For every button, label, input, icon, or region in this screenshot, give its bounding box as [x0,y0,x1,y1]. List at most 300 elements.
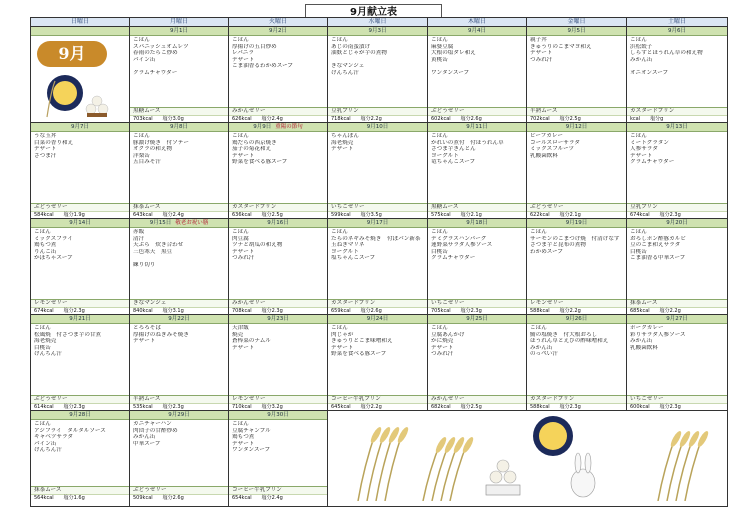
dish-item: 油麩とじゃが芋の煮物 [331,50,387,57]
day-content [130,123,228,218]
date-text: 9月3日 [368,28,387,34]
dish-item: コールスローサラダ [530,139,581,146]
kcal-value: 718kcal [331,116,351,122]
dish-item [431,63,523,70]
dish-list [627,324,727,351]
date-text: 9月13日 [666,124,688,130]
day-footer [527,299,626,314]
dish-item: 蒼棒菜のナムル [232,338,271,345]
date-text: 9月20日 [666,220,688,226]
day-content [130,411,228,501]
date-text: 9月29日 [168,412,190,418]
dish-item: ごはん [34,325,51,331]
kcal-value: kcal [630,116,641,122]
dish-item: ごはん [331,325,348,331]
event-label: 重陽の節句 [275,124,303,130]
salt-value: 塩分2.6g [360,308,382,314]
day-content [229,123,327,218]
nutrition-line [627,308,727,314]
nutrition-line [130,404,228,410]
kcal-value: 645kcal [331,404,351,410]
day-content [31,123,129,218]
date-text: 9月8日 [170,124,188,130]
salt-value: 塩分2.2g [360,116,382,122]
kcal-value: 509kcal [133,495,153,501]
kcal-value: 614kcal [34,404,54,410]
nutrition-line [627,212,727,218]
dessert-label: カスタードプリン [229,204,327,212]
dish-item: ごはん [630,133,647,139]
day-footer [130,395,228,410]
dessert-label: ぶどうゼリー [130,487,228,495]
day-footer [229,107,327,122]
dish-item: 豆のごま和えサラダ [630,242,681,249]
dish-item: 浜松餃子 [630,43,653,50]
day-cell-tue [229,219,328,315]
dish-list [130,420,228,447]
kcal-value: 708kcal [232,308,252,314]
dish-item: ごはん [431,229,448,235]
nutrition-line [229,404,327,410]
date-text: 9月6日 [668,28,686,34]
day-footer [31,299,129,314]
dish-item: ちゃんぽん [331,133,359,139]
dish-list [130,324,228,345]
dessert-label: カスタードプリン [627,108,727,116]
date-text: 9月25日 [466,316,488,322]
date-label [627,123,727,132]
date-label [428,27,526,36]
dish-list [428,36,526,77]
dish-item: 大根の塩ダレ和え [431,50,476,57]
day-content [627,27,727,122]
salt-value: 塩分3.1g [162,308,184,314]
date-label [31,411,129,420]
kcal-value: 575kcal [431,212,451,218]
salt-value: 塩分2.5g [261,212,283,218]
date-text: 9月18日 [466,220,488,226]
dish-item [630,63,724,70]
salt-value: 塩分3.5g [360,212,382,218]
dish-item: かに焼売 [431,338,454,345]
dish-item: 白桃缶 [431,248,448,255]
dish-item: さつま芋きんとん [431,146,476,153]
dish-item: 鯖の塩焼き 付大根おろし [530,331,598,338]
day-footer [130,107,228,122]
day-cell-sat [627,315,728,411]
date-text: 9月12日 [565,124,588,130]
dish-item: デザート [232,440,255,447]
day-content [229,219,327,314]
dish-item: 赤飯 [133,229,145,235]
salt-value: 塩分2.6g [460,116,482,122]
dish-list [31,228,129,262]
kcal-value: 705kcal [431,308,451,314]
dessert-label: 黒糖ムース [428,204,526,212]
day-cell-mon [130,315,229,411]
dish-list [428,132,526,166]
date-label [229,411,327,420]
day-footer [229,299,327,314]
dessert-label: 抹茶ムース [130,204,228,212]
kcal-value: 584kcal [34,212,54,218]
weekday-mon: 月曜日 [130,18,229,27]
date-label [627,27,727,36]
date-label [328,219,427,228]
dish-item: ワンタンスープ [431,69,470,76]
dish-item [133,255,225,262]
day-content [428,27,526,122]
day-cell-sun [31,27,130,123]
nutrition-line [527,116,626,122]
dish-item: 彩りサラダ人参ソース [630,331,686,338]
nutrition-line [428,404,526,410]
nutrition-line [328,116,427,122]
nutrition-line [328,308,427,314]
dish-item: ごはん [630,37,647,43]
dish-list [527,228,626,255]
dish-list [31,132,129,159]
day-content [130,27,228,122]
kcal-value: 654kcal [232,495,252,501]
dessert-label: 抹茶ムース [627,300,727,308]
salt-value: 塩分2.5g [460,404,482,410]
dish-item: ごま油香るわかめスープ [232,63,293,70]
dessert-label: コーヒー牛乳プリン [229,487,327,495]
day-cell-fri [527,27,627,123]
month-badge: 9月 [37,41,107,67]
kcal-value: 840kcal [133,308,153,314]
dish-item: ヨーグルト [331,248,359,255]
nutrition-line [627,116,727,122]
day-cell-tue [229,123,328,219]
nutrition-line [328,212,427,218]
nutrition-line [428,308,526,314]
dish-item: 鶏だらの西京焼き [232,139,277,146]
dish-item: おろしポン酢豚カルビ [630,235,686,242]
day-footer [328,299,427,314]
day-cell-mon [130,123,229,219]
dish-item: 乳酸菌飲料 [630,344,658,351]
day-footer [627,395,727,410]
dessert-label: レモンゼリー [229,396,327,404]
dish-item: みかん缶 [530,344,553,351]
dish-item: 鶏もつ煮 [34,242,57,249]
salt-value: 塩分2.3g [659,404,681,410]
date-text: 9月10日 [366,124,389,130]
salt-value: 塩分2.2g [559,308,581,314]
dish-item: 清汁 [133,235,145,242]
nutrition-line [31,404,129,410]
dish-item: 野菜を食べる豚スープ [232,159,288,166]
date-text: 9月28日 [69,412,91,418]
dish-item: 練り切り [133,261,156,268]
date-label [31,27,129,36]
kcal-value: 685kcal [630,308,650,314]
dish-item: デザート [431,344,454,351]
day-content [130,315,228,410]
dish-item: 五目みそ汁 [133,159,161,166]
dish-item: ごはん [34,229,51,235]
salt-value: 塩分1.6g [63,495,85,501]
date-label [229,315,327,324]
dish-item: みかん缶 [133,434,156,441]
date-text: 9月16日 [267,220,289,226]
nutrition-line [627,404,727,410]
dish-item: ミックスフルーツ [530,146,575,153]
day-content [328,315,427,410]
dish-list [527,36,626,63]
dish-list [428,324,526,358]
day-content [130,219,228,314]
date-text: 9月1日 [170,28,188,34]
kcal-value: 674kcal [630,212,650,218]
dish-item: 白桃缶 [34,344,51,351]
day-content [31,315,129,410]
day-content [527,123,626,218]
day-footer [527,107,626,122]
dish-list [229,132,327,166]
nutrition-line [229,116,327,122]
dish-item: ごはん [34,421,51,427]
dish-item: 春雨のたらこ炒め [133,50,178,57]
day-footer [627,107,727,122]
dish-item: あじの南蛮漬け [331,43,371,50]
dish-item: パイン缶 [133,56,156,63]
dish-item: きなマンジェ [331,63,365,70]
day-cell-thu [428,219,527,315]
week-row [31,219,728,315]
day-cell-tue [229,411,328,507]
dish-item: パイン缶 [34,440,57,447]
kcal-value: 682kcal [431,404,451,410]
salt-value: 塩分2.4g [162,212,184,218]
dish-item: 洋梨缶 [133,152,150,159]
dessert-label: 豆乳プリン [328,108,427,116]
dish-item: 豚濃け焼き 付ソテー [133,139,189,146]
date-label [229,123,327,132]
dish-item: つみれ汁 [431,351,454,358]
day-content [31,27,129,122]
nutrition-line [229,495,327,501]
dish-item: スパニッシュオムレツ [133,43,189,50]
dish-list [627,132,727,166]
day-content [627,123,727,218]
day-footer [527,203,626,218]
dish-item: ごはん [331,37,348,43]
day-cell-sat [627,219,728,315]
dish-item: ごはん [232,37,249,43]
day-cell-wed [328,315,428,411]
dish-item: カニチャーハン [133,421,172,427]
dish-item: 麻婆豆腐 [431,43,454,50]
dessert-label: ぶどうゼリー [31,396,129,404]
kcal-value: 674kcal [34,308,54,314]
day-footer [130,203,228,218]
dish-item: けんちん汁 [331,69,359,76]
day-content [328,219,427,314]
date-text: 9月22日 [168,316,190,322]
decoration-cell [328,411,728,507]
dish-list [130,132,228,166]
date-text: 9月9日 [253,124,272,130]
date-label [428,315,526,324]
day-content [328,123,427,218]
dish-list [328,132,427,153]
dessert-label: みかんゼリー [229,300,327,308]
dish-item [331,57,424,64]
dish-item: オクラの和え物 [133,146,173,153]
day-cell-mon [130,27,229,123]
dish-item: かれいの煮付 付ほうれん草 [431,139,504,146]
moon-dango-icon [41,71,121,119]
dish-list [328,228,427,262]
day-cell-sat [627,123,728,219]
date-text: 9月17日 [366,220,389,226]
dish-item: 天津飯 [232,325,249,331]
kcal-value: 602kcal [431,116,451,122]
date-label [328,27,427,36]
date-label [627,315,727,324]
date-text: 9月21日 [69,316,91,322]
day-footer [527,395,626,410]
day-content [527,219,626,314]
dish-item: クラムチャウダー [133,69,178,76]
day-cell-wed [328,123,428,219]
day-content [527,315,626,410]
nutrition-line [328,404,427,410]
dish-item: デザート [331,344,354,351]
dish-item: みかん缶 [630,338,653,345]
day-content [428,123,526,218]
page-title: 9月献立表 [305,4,442,21]
salt-value: 塩分2.2g [659,308,681,314]
kcal-value: 702kcal [530,116,550,122]
date-label [428,219,526,228]
dish-item: ごはん [133,133,150,139]
dish-list [229,228,327,262]
kcal-value: 535kcal [133,404,153,410]
weekday-header-row [31,18,728,27]
date-label [627,219,727,228]
dish-item: つみれ汁 [232,255,255,262]
day-content [31,411,129,501]
dessert-label: ぶどうゼリー [31,204,129,212]
day-cell-sat [627,27,728,123]
nutrition-line [428,116,526,122]
dish-item: ワンタンスープ [232,447,271,454]
kcal-value: 564kcal [34,495,54,501]
dessert-label: レモンゼリー [527,300,626,308]
dessert-label: ぶどうゼリー [527,204,626,212]
dish-list [130,228,228,269]
kcal-value: 588kcal [530,404,550,410]
nutrition-line [527,404,626,410]
dessert-label: 半熟ムース [130,396,228,404]
day-content [328,27,427,122]
weekday-fri: 金曜日 [527,18,627,27]
dish-item: 野菜を食べる豚スープ [331,351,387,358]
dish-list [627,228,727,262]
dish-item: デザート [331,146,354,153]
dessert-label: いちごゼリー [627,396,727,404]
dish-item: 竜ちゃんこスープ [431,159,476,166]
day-footer [328,107,427,122]
dish-item: とろろそば [133,325,161,331]
nutrition-line [130,212,228,218]
dish-item: 松風焼 付さつま芋の甘煮 [34,331,102,338]
dish-item: ごはん [232,229,249,235]
dessert-label: いちごゼリー [428,300,526,308]
date-label [130,411,228,420]
salt-value: 塩分2.4g [261,116,283,122]
day-content [229,411,327,501]
kcal-value: 703kcal [133,116,153,122]
nutrition-line [31,308,129,314]
salt-value: 塩分2.2g [360,404,382,410]
nutrition-line [31,212,129,218]
dish-item: ごはん [232,421,249,427]
day-cell-fri [527,219,627,315]
date-text: 9月30日 [267,412,289,418]
week-row [31,123,728,219]
dish-item: ヨーグルト [431,152,459,159]
dish-item: さつま芋と昆布の煮物 [530,242,586,249]
day-content [31,219,129,314]
dessert-label: みかんゼリー [229,108,327,116]
day-footer [229,395,327,410]
dessert-label: きなマンジェ [130,300,228,308]
dish-item: 親子丼 [530,37,547,43]
dish-item: ビーフカレー [530,133,564,139]
day-footer [229,203,327,218]
day-content [627,219,727,314]
kcal-value: 659kcal [331,308,351,314]
kcal-value: 622kcal [530,212,550,218]
date-label [328,315,427,324]
date-label [428,123,526,132]
day-footer [31,486,129,501]
day-content [229,315,327,410]
day-footer [627,203,727,218]
dessert-label: 抹茶ムース [31,487,129,495]
date-text: 9月23日 [267,316,289,322]
day-content [627,315,727,410]
dish-item: しらすとほうれん草の和え物 [630,50,703,57]
salt-value: 塩分3.2g [261,404,283,410]
salt-value: 塩分3.0g [162,116,184,122]
salt-value: 塩分2.3g [63,404,85,410]
date-label [527,27,626,36]
dish-list [229,420,327,454]
pampas-moon-illustration [328,411,723,501]
day-cell-mon [130,219,229,315]
dish-item: ごはん [530,229,547,235]
week-row [31,315,728,411]
dish-list [527,132,626,159]
dish-item: オニオンスープ [630,69,669,76]
dish-item: 豆腐チャンプル [232,427,271,434]
nutrition-line [428,212,526,218]
weekday-thu: 木曜日 [428,18,527,27]
dish-list [31,36,129,37]
day-cell-thu [428,123,527,219]
kcal-value: 588kcal [530,308,550,314]
day-footer [328,395,427,410]
day-footer [229,486,327,501]
dish-item: 白桃缶 [630,248,647,255]
dish-item: ポークカレー [630,325,664,331]
